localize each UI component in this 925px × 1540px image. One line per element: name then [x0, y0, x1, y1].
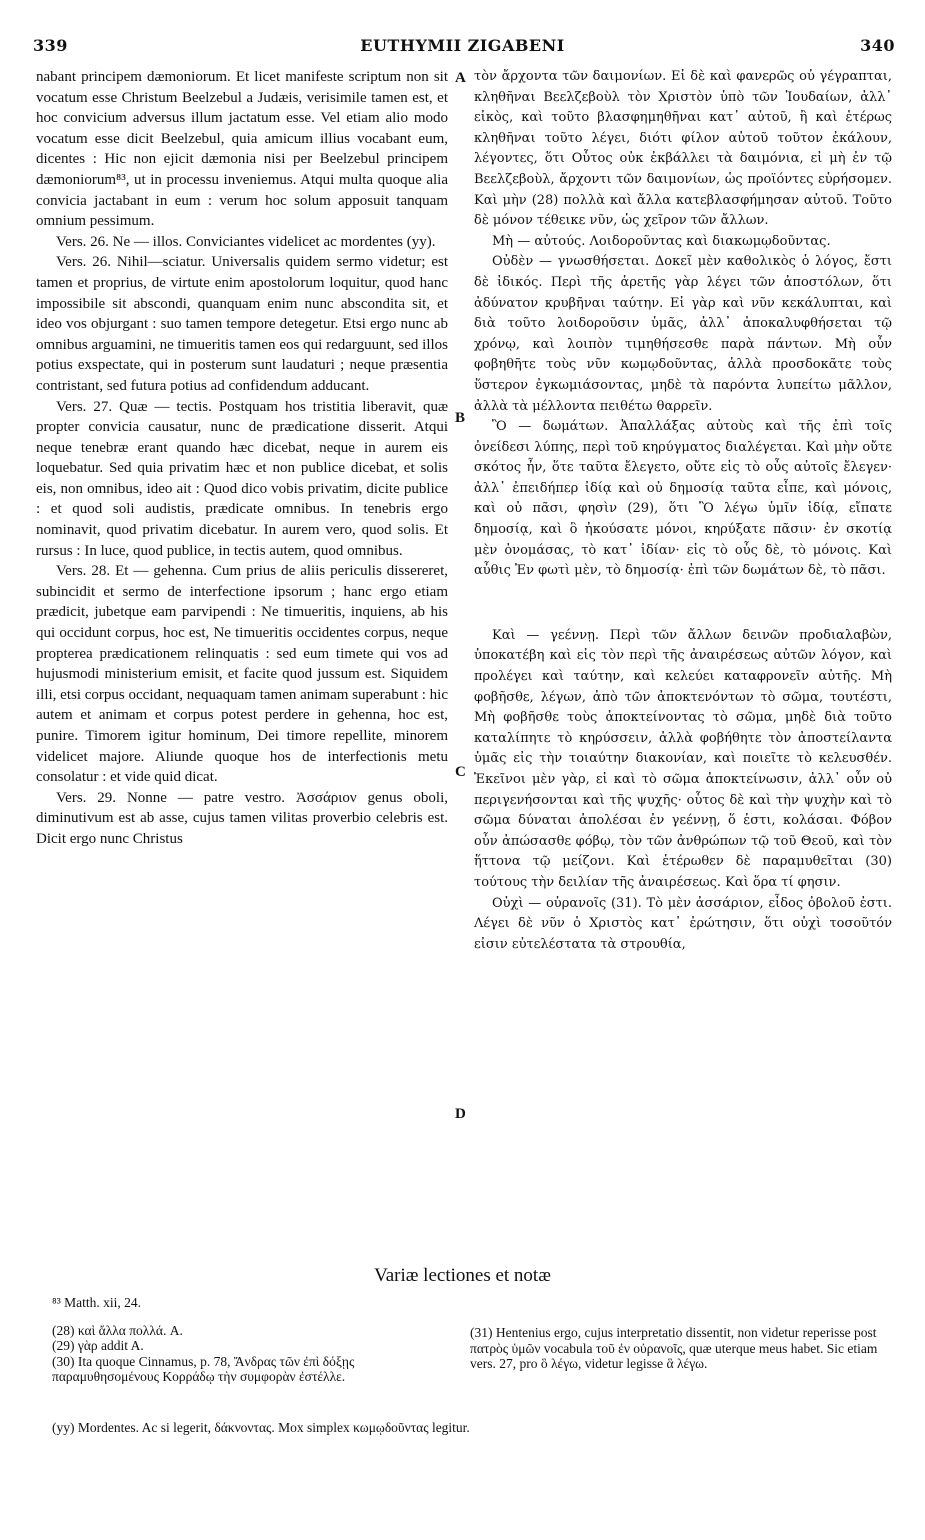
greek-paragraph: Οὐδὲν — γνωσθήσεται. Δοκεῖ μὲν καθολικὸς ὁ λόγος, ἔστι δὲ ἰδικός. Περὶ τῆς ἀρετῆς γὰρ λέγει τῶν ἀποστόλων, ὅτι ἀδύνατον κρυβῆναι ταύτην. Εἰ γὰρ καὶ νῦν κεκάλυπται, καὶ διὰ τοῦτο λοιδοροῦσιν ὑμᾶς, ἀλλ᾽ ἀποκαλυφθήσεται τῷ χρόνῳ, καὶ λοιπὸν τιμηθήσεσθε παρὰ πάντων. Μὴ οὖν φοβηθῆτε τοὺς νῦν κωμῳδοῦντας, ἀλλὰ προσδοκᾶτε τοὺς ὕστερον ἐγκωμιάσοντας, μηδὲ τὰ παρόντα λυπείτω μᾶλλον, ἀλλὰ τὰ μέλλοντα πειθέτω θαρρεῖν.	[474, 254, 892, 414]
margin-marker-a: A	[455, 70, 466, 86]
greek-paragraph: Καὶ — γεέννῃ. Περὶ τῶν ἄλλων δεινῶν προδιαλαβὼν, ὑποκατέβη καὶ εἰς τὸν περὶ τῆς ἀναιρέσεως αὐτῶν λόγον, καὶ προλέγει καὶ ταύτην, καὶ κελεύει καταφρονεῖν αὐτῆς. Μὴ φοβῆσθε, λέγων, ἀπὸ τῶν ἀποκτενόντων τὸ σῶμα, τουτέστι, Μὴ φοβῆσθε τοὺς ἀποκτείνοντας τὸ σῶμα, μηδὲ διὰ τοῦτο καταλίπητε τὸ κηρύσσειν, ἀλλὰ φοβήθητε τὸν ἀποστείλαντα ὑμᾶς εἰς τὴν τοιαύτην διακονίαν, καὶ ποιεῖτε τὸ κελευσθέν. Ἐκεῖνοι μὲν γὰρ, εἰ καὶ τὸ σῶμα ἀποκτείνωσιν, ἀλλ᾽ οὖν οὐ περιγενήσονται καὶ τῆς ψυχῆς· οὗτος δὲ καὶ τὴν ψυχὴν καὶ τὸ σῶμα δύναται ἀπολέσαι ἐν γεέννῃ, ὅ ἐστι, κολάσαι. Φόβον οὖν ἀπώσασθε φόβῳ, τὸν τῶν ἀνθρώπων τῷ τοῦ Θεοῦ, καὶ τὸν ἥττονα τῷ μείζονι. Καὶ ἑτέρωθεν δὲ παραμυθεῖται (30) τούτους τὴν δειλίαν τῆς ἀναιρέσεως. Καὶ ὅρα τί φησιν.	[474, 627, 892, 890]
notes-left-column	[52, 1295, 452, 1385]
greek-paragraph: Οὐχὶ — οὐρανοῖς (31). Τὸ μὲν ἀσσάριον, εἶδος ὀβολοῦ ἐστι. Λέγει δὲ νῦν ὁ Χριστὸς κατ᾽ ἐρώτησιν, ὅτι οὐχὶ τοσοῦτόν εἰσιν εὐτελέστατα τὰ στρουθία,	[474, 895, 892, 952]
footnote: (28) καὶ ἄλλα πολλά. A.	[52, 1322, 183, 1338]
margin-marker-c: C	[455, 764, 466, 780]
latin-paragraph: Vers. 28. Et — gehenna. Cum prius de aliis periculis dissereret, subincidit et sermo de interfectione ipsorum ; hanc ergo etiam prædicit, jubetque eam parvipendi : Ne timueritis, inquiens, ab his qui occidunt corpus, hoc est, Ne timueritis occidentes corpus, neque propterea prædicationem relinquatis : sed eum timete qui vos ad hujusmodi ministerium emisit, et facite quod jussum est. Siquidem illi, etsi corpus occidant, nequaquam tamen animam superabunt : hic autem et animam et corpus potest perdere in gehenna, hoc est, punire. Timorem igitur hominum, Dei timore repellite, minorem videlicet majore. Aliunde quoque hos de interfectionis metu consolatur : et vide quid dicat.	[36, 563, 448, 786]
latin-paragraph: Vers. 27. Quæ — tectis. Postquam hos tristitia liberavit, quæ propter convicia causatur, nunc de prædicatione disserit. Atqui neque tenebræ erant quando hæc dicebat, neque in aurem eis loquebatur. Sed quia privatim hæc et non publice dicebat, et solis eis, non omnibus, ideo ait : Quod dico vobis privatim, dicite publice : et quod soli audistis, prædicate omnibus. In tenebris ergo nominavit, quod privatim dicebatur. In aurem vero, quod solis. Et rursus : In luce, quod publice, in tectis autem, quod omnibus.	[36, 398, 448, 559]
page-number-left: 339	[33, 36, 68, 55]
notes-title: Variæ lectiones et notæ	[374, 1265, 551, 1286]
latin-paragraph: Vers. 29. Nonne — patre vestro. Ἀσσάριον genus oboli, diminutivum est ab asse, cujus tamen vilitas proverbio celebris est. Dicit ergo nunc Christus	[36, 789, 448, 847]
footnote: (29) γὰρ addit A.	[52, 1338, 144, 1353]
margin-marker-b: B	[455, 410, 466, 426]
footnote: (30) Ita quoque Cinnamus, p. 78, Ἄνδρας τῶν ἐπὶ δόξῃς παραμυθησομένους Κορράδῳ τὴν συμφορὰν ἐστέλλε.	[52, 1353, 355, 1384]
latin-paragraph: Vers. 26. Ne — illos. Conviciantes videlicet ac mordentes (yy).	[56, 233, 436, 250]
latin-column	[36, 67, 448, 850]
greek-paragraph: Ὃ — δωμάτων. Ἀπαλλάξας αὐτοὺς καὶ τῆς ἐπὶ τοῖς ὀνείδεσι λύπης, περὶ τοῦ κηρύγματος διαλέγεται. Καὶ μὴν οὔτε σκότος ἦν, ὅτε ταῦτα ἔλεγετο, οὔτε εἰς τὸ οὖς αὐτοῖς ἔλεγεν· ἀλλ᾽ ἐπειδήπερ ἰδίᾳ καὶ οὐ δημοσίᾳ ταῦτα εἶπε, καὶ μόνοις, καὶ οὐ πᾶσι, φησὶν (29), ὅτι Ὃ λέγω ὑμῖν ἰδίᾳ, εἴπατε δημοσίᾳ, καὶ ὃ ἠκούσατε μόνοι, κηρύξατε πᾶσιν· ἐν σκοτίᾳ μὲν ὀνομάσας, τὸ κατ᾽ ἰδίαν· εἰς τὸ οὖς δὲ, τὸ μόνοις. Καὶ αὖθις Ἐν φωτὶ μὲν, τὸ δημοσίᾳ· ἐπὶ τῶν δωμάτων δὲ, τὸ πᾶσι.	[474, 419, 892, 579]
latin-paragraph: Vers. 26. Nihil—sciatur. Universalis quidem sermo videtur; est tamen et proprius, de virtute enim apostolorum loquitur, quod hanc impossibile sit abscondi, quanquam enim nunc abscondita sit, et ideo vos objurgant : suo tamen tempore detegetur. Etsi ergo nunc ab omnibus arguamini, ne timueritis tamen eos qui redarguunt, sed illos potius exspectate, qui in posterum sunt laudaturi ; neque præsentia contristant, sed futura potius ad confidendum adducant.	[36, 254, 448, 394]
greek-paragraph: Μὴ — αὐτούς. Λοιδοροῦντας καὶ διακωμῳδοῦντας.	[492, 233, 831, 249]
footnote-yy: (yy) Mordentes. Ac si legerit, δάκνοντας. Mox simplex κωμῳδοῦντας legitur.	[52, 1420, 470, 1435]
latin-paragraph: nabant principem dæmoniorum. Et licet manifeste scriptum non sit vocatum esse Christum Beelzebul a Judæis, verisimile tamen est, et hoc convicium adversus illum jactatum esse. Vel etiam alio modo vocatum esse dicit Beelzebul, quia amicum illius vocabant eum, dicentes : Hic non ejicit dæmonia nisi per Beelzebul principem dæmoniorum⁸³, ut in processu inveniemus. Atqui multa quoque alia convicia jactabant in eum : verum hoc solum apposuit tanquam omnium pessimum.	[36, 69, 448, 230]
notes-right-column	[470, 1325, 890, 1372]
footnote: (31) Hentenius ergo, cujus interpretatio dissentit, non videtur reperisse post πατρὸς ὑμῶν vocabula τοῦ ἐν οὐρανοῖς, quæ uterque meus habet. Sic etiam vers. 27, pro ὃ λέγω, videtur legisse ἃ λέγω.	[470, 1325, 878, 1371]
greek-paragraph: τὸν ἄρχοντα τῶν δαιμονίων. Εἰ δὲ καὶ φανερῶς οὐ γέγραπται, κληθῆναι Βεελζεβοὺλ τὸν Χριστὸν ὑπὸ τῶν Ἰουδαίων, ἀλλ᾽ εἰκὸς, καὶ τοῦτο βλασφημηθῆναι κατ᾽ αὐτοῦ, ἢ καὶ ἑτέρως κληθῆναι τοῦτο λέγει, διότι φίλον αὐτοῦ τοῦτον ἐκάλουν, λέγοντες, ὅτι Οὗτος οὐκ ἐκβάλλει τὰ δαιμόνια, εἰ μὴ ἐν τῷ Βεελζεβοὺλ, ἄρχοντι τῶν δαιμονίων, ὡς προϊόντες εὑρήσομεν. Καὶ μὴν (28) πολλὰ καὶ ἄλλα κατεβλασφήμησαν αὐτοῦ. Τοῦτο δὲ μόνον τέθεικε νῦν, ὡς χεῖρον τῶν ἄλλων.	[474, 69, 892, 229]
page-number-right: 340	[860, 36, 895, 55]
margin-marker-d: D	[455, 1106, 466, 1122]
footnote: ⁸³ Matth. xii, 24.	[52, 1295, 142, 1310]
running-title: EUTHYMII ZIGABENI	[360, 36, 565, 55]
greek-column	[474, 67, 892, 955]
